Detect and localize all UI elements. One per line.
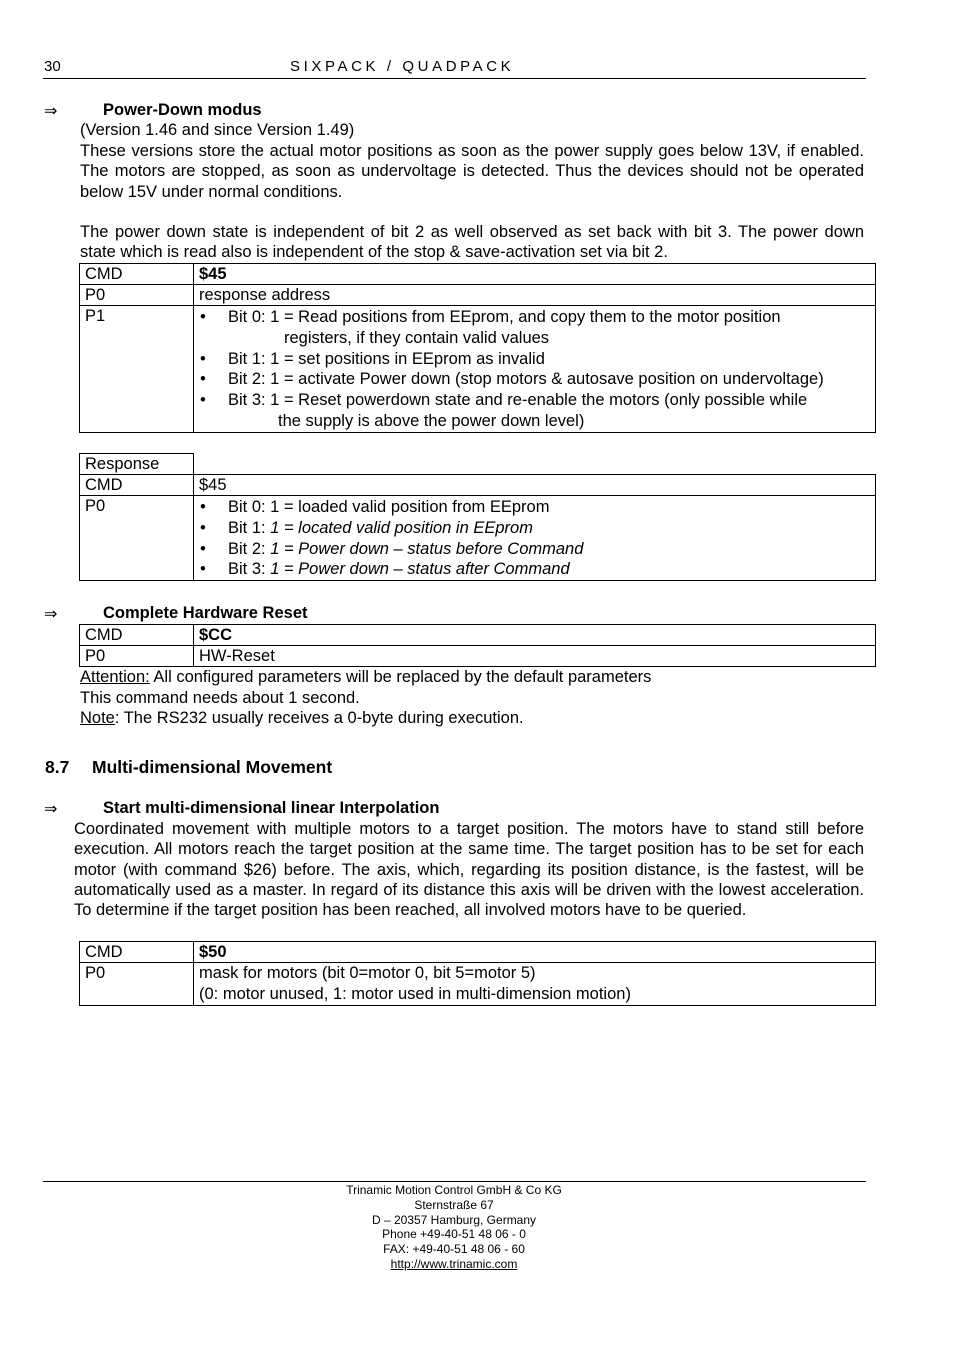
list-item: [199, 349, 870, 370]
footer-fax: FAX: +49-40-51 48 06 - 60: [383, 1242, 525, 1257]
power-down-response-table: [79, 453, 876, 581]
power-down-heading: Power-Down modus: [103, 101, 262, 119]
table-row: [80, 496, 876, 581]
page-number: 30: [44, 58, 61, 75]
p0-label: P0: [80, 963, 194, 1006]
list-item: [199, 369, 870, 390]
list-item: [199, 539, 870, 560]
bullet-icon: •: [200, 498, 206, 516]
table-row: [80, 475, 876, 496]
footer-rule: [43, 1181, 866, 1182]
footer-company: Trinamic Motion Control GmbH & Co KG: [346, 1183, 562, 1197]
cmd-label: CMD: [80, 942, 194, 963]
list-item: [199, 307, 870, 328]
table-row: [80, 625, 876, 646]
p0-value: HW-Reset: [194, 646, 876, 667]
attention-line: [80, 667, 651, 687]
document-title: SIXPACK / QUADPACK: [290, 58, 515, 75]
cmd-label: CMD: [80, 264, 194, 285]
table-row: [80, 646, 876, 667]
note-label: Note: [80, 709, 115, 727]
footer-phone: Phone +49-40-51 48 06 - 0: [382, 1227, 526, 1242]
p0-line1: mask for motors (bit 0=motor 0, bit 5=motor 5): [199, 964, 536, 982]
arrow-icon: ⇒: [44, 103, 58, 120]
bit1-prefix: Bit 1:: [228, 518, 271, 537]
header-rule: [43, 78, 866, 79]
bullet-icon: •: [200, 349, 206, 368]
p0-line2: (0: motor unused, 1: motor used in multi-dimension motion): [199, 985, 631, 1003]
table-row: [80, 285, 876, 306]
footer-city: D – 20357 Hamburg, Germany: [371, 1212, 537, 1227]
table-row: [80, 264, 876, 285]
bit2-text: 1 = Power down – status before Command: [270, 539, 584, 558]
response-bit-list: [194, 496, 876, 581]
cmd-value: $CC: [194, 625, 876, 646]
cmd-label: CMD: [80, 625, 194, 646]
bit3-prefix: Bit 3:: [228, 560, 271, 579]
p0-label: P0: [80, 285, 194, 306]
bullet-icon: •: [200, 518, 206, 537]
cmd-value: $45: [194, 475, 876, 496]
bullet-icon: •: [200, 391, 206, 410]
bit3-text: 1 = Power down – status after Command: [270, 560, 570, 579]
footer: [254, 1183, 654, 1272]
bit0-text: Bit 0: 1 = Read positions from EEprom, and copy them to the motor position: [228, 308, 781, 326]
bit2-text: Bit 2: 1 = activate Power down (stop motors & autosave position on undervoltage): [228, 370, 824, 389]
arrow-icon: ⇒: [44, 801, 58, 818]
p0-label: P0: [80, 646, 194, 667]
bullet-icon: •: [200, 539, 206, 558]
attention-label: Attention:: [80, 668, 150, 686]
table-row: [80, 454, 876, 475]
p1-bit-list: [194, 306, 876, 433]
footer-website-link[interactable]: http://www.trinamic.com: [390, 1256, 518, 1271]
arrow-icon: ⇒: [44, 606, 58, 623]
response-label: Response: [80, 454, 194, 475]
note-line: [80, 708, 524, 728]
bullet-icon: •: [200, 560, 206, 579]
section-heading: [45, 757, 332, 778]
p1-label: P1: [80, 306, 194, 433]
bit1-text: 1 = located valid position in EEprom: [270, 518, 533, 537]
section-number: 8.7: [45, 757, 70, 777]
bit1-text: Bit 1: 1 = set positions in EEprom as invalid: [228, 349, 545, 368]
table-row: [80, 942, 876, 963]
bit2-prefix: Bit 2:: [228, 539, 271, 558]
hw-reset-heading: Complete Hardware Reset: [103, 604, 308, 622]
table-row: [80, 963, 876, 1006]
bullet-icon: •: [200, 370, 206, 389]
list-item: [199, 518, 870, 539]
p0-value: [194, 963, 876, 1006]
power-down-para1: These versions store the actual motor positions as soon as the power supply goes below 13V, if enabled. The motors are stopped, as soon as undervoltage is detected. Thus the devices should not be operated below 15V under normal conditions.: [80, 142, 864, 201]
cmd-value: $50: [194, 942, 876, 963]
hw-reset-cmd-table: [79, 624, 876, 667]
interpolation-heading: Start multi-dimensional linear Interpolation: [103, 799, 440, 817]
power-down-version: (Version 1.46 and since Version 1.49): [80, 121, 355, 139]
list-item: [199, 559, 870, 580]
cmd-value: $45: [194, 264, 876, 285]
bullet-icon: •: [200, 308, 206, 326]
p0-value: response address: [194, 285, 876, 306]
note-text: : The RS232 usually receives a 0-byte during execution.: [114, 709, 524, 727]
attention-text: All configured parameters will be replaced by the default parameters: [149, 668, 652, 686]
cmd-label: CMD: [80, 475, 194, 496]
section-title: Multi-dimensional Movement: [92, 757, 333, 777]
duration-line: This command needs about 1 second.: [80, 689, 360, 707]
bit0-continuation: registers, if they contain valid values: [284, 328, 550, 347]
power-down-para2: The power down state is independent of bit 2 as well observed as set back with bit 3. The power down state which is read also is independent of the stop & save-activation set via bit 2.: [80, 223, 864, 262]
interpolation-cmd-table: [79, 941, 876, 1006]
bit0-text: Bit 0: 1 = loaded valid position from EEprom: [228, 498, 550, 516]
bit3-continuation: the supply is above the power down level): [278, 411, 585, 430]
list-item: [199, 390, 870, 411]
interpolation-para: Coordinated movement with multiple motors to a target position. The motors have to stand still before execution. All motors reach the target position at the same time. The target position has to be set for each motor (with command $26) before. The axis, which, regarding its position distance, is the fastest, will be automatically used as a master. In regard of its distance this axis will be driven with the lowest acceleration. To determine if the target position has been reached, all involved motors have to be queried.: [74, 820, 864, 920]
response-empty-cell: [194, 454, 876, 475]
bit3-text: Bit 3: 1 = Reset powerdown state and re-enable the motors (only possible while: [228, 391, 808, 410]
footer-street: Sternstraße 67: [414, 1197, 494, 1212]
table-row: [80, 306, 876, 433]
list-item: [199, 497, 870, 518]
p0-label: P0: [80, 496, 194, 581]
power-down-cmd-table: [79, 263, 876, 433]
